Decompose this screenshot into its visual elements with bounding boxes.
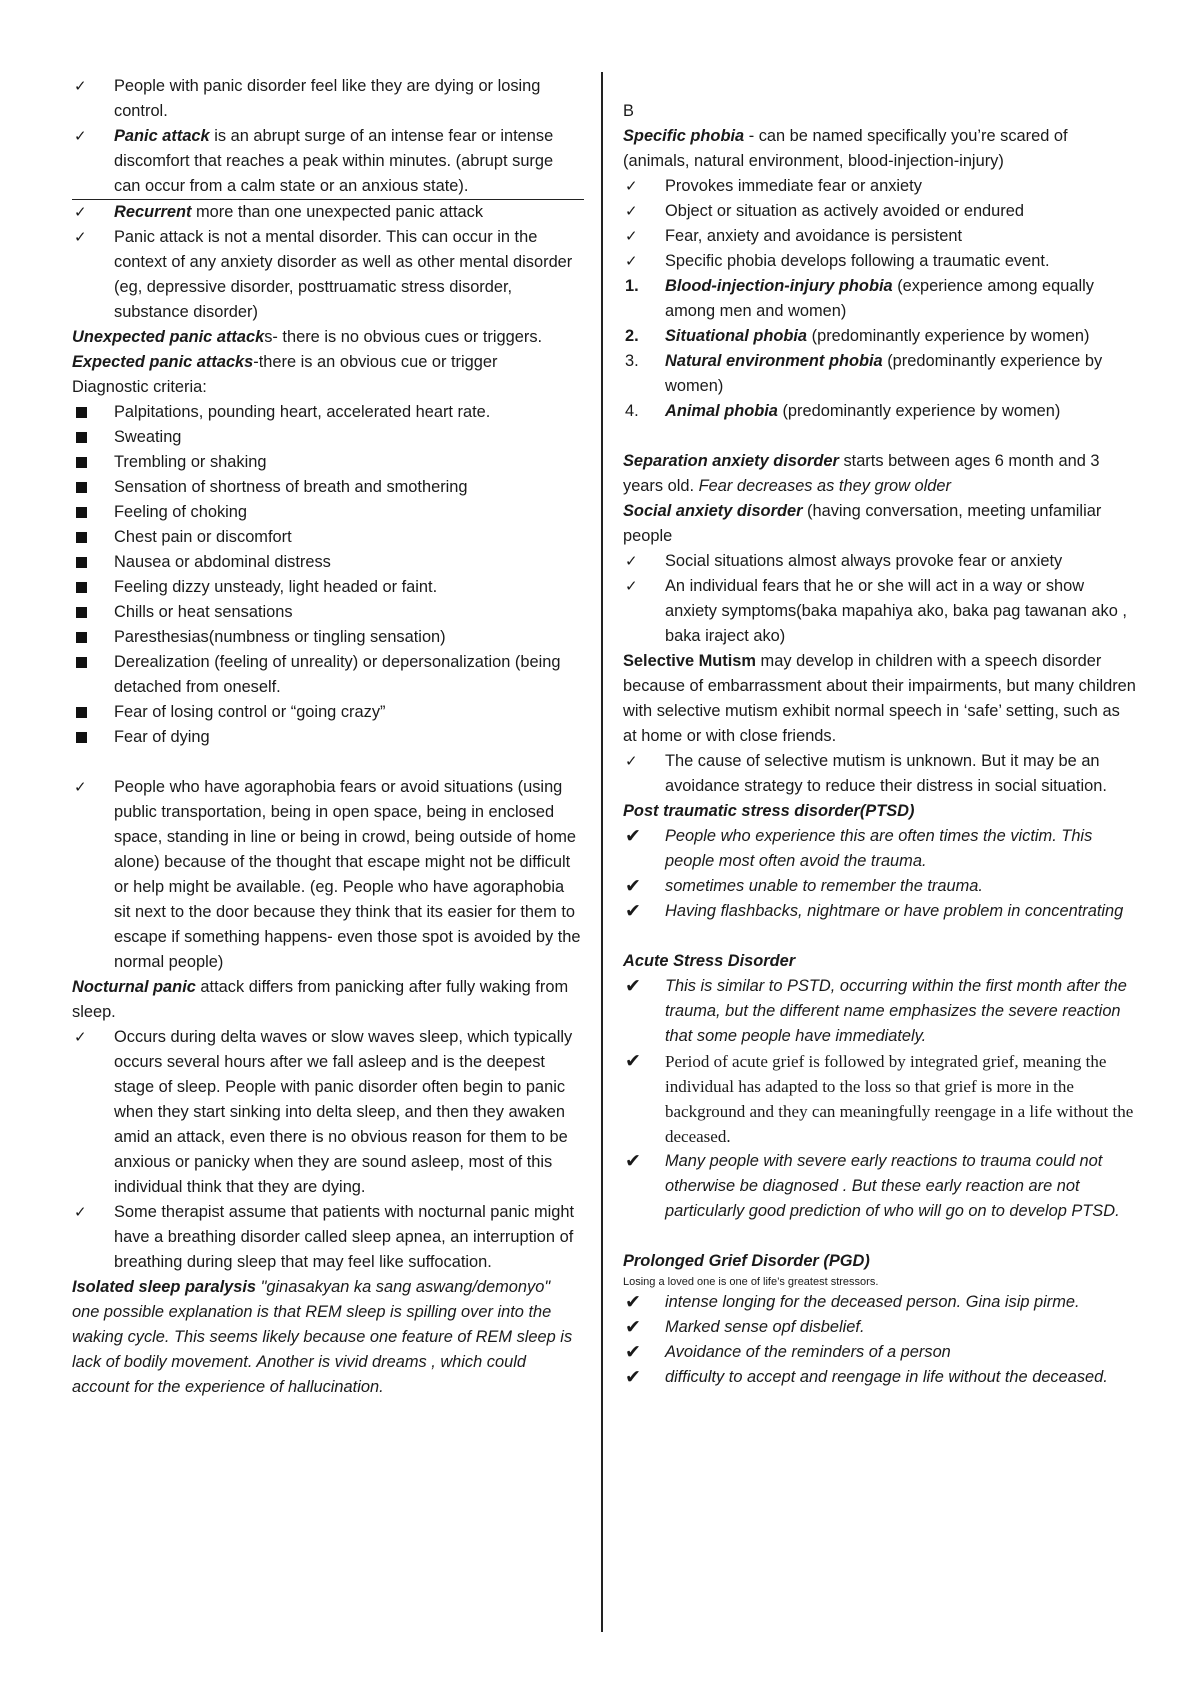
list-item: ✓ The cause of selective mutism is unknown. But it may be an avoidance strategy to reduce their distress in social situation.	[623, 749, 1138, 799]
paragraph: Nocturnal panic attack differs from panicking after fully waking from sleep.	[72, 978, 569, 1021]
list-item: Palpitations, pounding heart, accelerated heart rate.	[72, 400, 582, 425]
list-item: Sensation of shortness of breath and smothering	[72, 475, 582, 500]
check-icon: ✔	[625, 875, 641, 897]
check-icon: ✔	[625, 1050, 641, 1072]
square-bullet-icon	[74, 725, 104, 751]
paragraph: Expected panic attacks-there is an obvious cue or trigger	[72, 353, 498, 371]
list-item: ✓ People who have agoraphobia fears or avoid situations (using public transportation, being in open space, being in enclosed space, standing in line or being in crowd, being outside of home alone) because of the thought that escape might not be difficult or help might be available. (eg. People who have agoraphobia sit next to the door because they think that its easier for them to escape if something happens- even those spot is avoided by the normal people)	[72, 775, 582, 975]
numbered-item: 4. Animal phobia (predominantly experience by women)	[625, 402, 1061, 420]
left-column	[72, 74, 582, 1400]
list-item: ✓ People with panic disorder feel like they are dying or losing control.	[72, 74, 582, 124]
subtitle: Losing a loved one is one of life’s greatest stressors.	[623, 1276, 879, 1288]
list-item: ✔ Having flashbacks, nightmare or have problem in concentrating	[625, 900, 1124, 922]
list-item: ✓ Object or situation as actively avoided or endured	[623, 199, 1138, 224]
check-icon: ✔	[625, 1150, 641, 1172]
square-bullet-icon	[74, 550, 104, 576]
check-icon: ✓	[625, 227, 638, 245]
list-item: ✔ Period of acute grief is followed by integrated grief, meaning the individual has adapted to the loss so that grief is more in the background and they can meaningfully reengage in a life without the deceased.	[625, 1050, 1134, 1146]
square-bullet-icon	[74, 425, 104, 451]
list-item: Fear of dying	[72, 725, 582, 750]
check-icon: ✔	[625, 1291, 641, 1313]
paragraph: Unexpected panic attacks- there is no obvious cues or triggers.	[72, 328, 543, 346]
numbered-item: 3. Natural environment phobia (predominantly experience by women)	[625, 352, 1103, 395]
square-bullet-icon	[74, 475, 104, 501]
list-item: ✓ Occurs during delta waves or slow waves sleep, which typically occurs several hours after we fall asleep and is the deepest stage of sleep. People with panic disorder often begin to panic when they start sinking into delta sleep, and then they awaken amid an attack, even there is no obvious reason for them to be anxious or panicky when they are sound asleep, most of this individual think that they are dying.	[72, 1025, 582, 1200]
paragraph: Selective Mutism may develop in children with a speech disorder because of embarrassment about their impairments, but many children with selective mutism exhibit normal speech in ‘safe’ setting, such as at home or with close friends.	[623, 652, 1136, 745]
list-item: Paresthesias(numbness or tingling sensation)	[72, 625, 582, 650]
paragraph: Specific phobia - can be named specifically you’re scared of (animals, natural environment, blood-injection-injury)	[623, 127, 1068, 170]
square-bullet-icon	[74, 575, 104, 601]
list-item: ✔ sometimes unable to remember the trauma.	[625, 875, 983, 897]
check-icon: ✓	[625, 577, 638, 595]
column-divider	[601, 72, 603, 1632]
list-item: ✔ Avoidance of the reminders of a person	[625, 1341, 951, 1363]
list-item: ✓ Panic attack is an abrupt surge of an intense fear or intense discomfort that reaches a peak within minutes. (abrupt surge can occur from a calm state or an anxious state).	[72, 124, 582, 199]
check-icon: ✓	[74, 127, 87, 145]
list-item: ✓ Fear, anxiety and avoidance is persistent	[623, 224, 1138, 249]
section-letter: B	[623, 102, 634, 120]
list-item: Feeling dizzy unsteady, light headed or faint.	[72, 575, 582, 600]
list-item: ✔ This is similar to PSTD, occurring within the first month after the trauma, but the different name emphasizes the severe reaction that some people have immediately.	[625, 975, 1127, 1045]
list-item: ✓ Social situations almost always provoke fear or anxiety	[623, 549, 1138, 574]
check-icon: ✓	[74, 1203, 87, 1221]
check-icon: ✓	[625, 752, 638, 770]
section-heading: Prolonged Grief Disorder (PGD)	[623, 1252, 870, 1270]
right-column	[623, 74, 1138, 1390]
check-icon: ✔	[625, 1366, 641, 1388]
square-bullet-icon	[74, 500, 104, 526]
numbered-item: 1. Blood-injection-injury phobia (experience among equally among men and women)	[625, 277, 1095, 320]
paragraph: Social anxiety disorder (having conversation, meeting unfamiliar people	[623, 502, 1102, 545]
list-item: ✔ People who experience this are often times the victim. This people most often avoid the trauma.	[625, 825, 1093, 870]
paragraph: Isolated sleep paralysis "ginasakyan ka sang aswang/demonyo" one possible explanation is that REM sleep is spilling over into the waking cycle. This seems likely because one feature of REM sleep is lack of bodily movement. Another is vivid dreams , which could account for the experience of hallucination.	[72, 1278, 573, 1396]
list-item: Nausea or abdominal distress	[72, 550, 582, 575]
check-icon: ✔	[625, 1316, 641, 1338]
section-heading: Acute Stress Disorder	[623, 952, 796, 970]
check-icon: ✓	[625, 177, 638, 195]
check-icon: ✓	[625, 252, 638, 270]
list-item: ✓ Panic attack is not a mental disorder. This can occur in the context of any anxiety disorder as well as other mental disorder (eg, depressive disorder, posttruamatic stress disorder, substance disorder)	[72, 225, 582, 325]
check-icon: ✔	[625, 1341, 641, 1363]
check-icon: ✔	[625, 975, 641, 997]
check-icon: ✓	[74, 778, 87, 796]
check-icon: ✔	[625, 900, 641, 922]
term: Panic attack	[114, 127, 210, 145]
square-bullet-icon	[74, 600, 104, 626]
diagnostic-criteria-label: Diagnostic criteria:	[72, 378, 207, 396]
list-item: ✓ Provokes immediate fear or anxiety	[623, 174, 1138, 199]
list-item: Sweating	[72, 425, 582, 450]
square-bullet-icon	[74, 450, 104, 476]
criteria-list	[72, 400, 582, 750]
check-icon: ✓	[74, 228, 87, 246]
list-item: ✔ Marked sense opf disbelief.	[625, 1316, 865, 1338]
list-item: Feeling of choking	[72, 500, 582, 525]
list-item: ✓ Recurrent more than one unexpected panic attack	[72, 200, 582, 225]
list-item: ✔ difficulty to accept and reengage in life without the deceased.	[625, 1366, 1108, 1388]
list-item: Chest pain or discomfort	[72, 525, 582, 550]
square-bullet-icon	[74, 700, 104, 726]
list-item: ✓ Specific phobia develops following a traumatic event.	[623, 249, 1138, 274]
check-icon: ✓	[74, 1028, 87, 1046]
numbered-item: 2. Situational phobia (predominantly experience by women)	[625, 327, 1090, 345]
list-item: Trembling or shaking	[72, 450, 582, 475]
check-icon: ✓	[625, 202, 638, 220]
check-icon: ✔	[625, 825, 641, 847]
check-icon: ✓	[74, 203, 87, 221]
section-heading: Post traumatic stress disorder(PTSD)	[623, 802, 915, 820]
square-bullet-icon	[74, 650, 104, 676]
list-item: ✔ intense longing for the deceased person. Gina isip pirme.	[625, 1291, 1080, 1313]
term: Recurrent	[114, 203, 192, 221]
list-item: Derealization (feeling of unreality) or depersonalization (being detached from oneself.	[72, 650, 582, 700]
list-item: ✔ Many people with severe early reactions to trauma could not otherwise be diagnosed . But these early reaction are not particularly good prediction of who will go on to develop PTSD.	[625, 1150, 1120, 1220]
paragraph: Separation anxiety disorder starts between ages 6 month and 3 years old. Fear decreases as they grow older	[623, 452, 1100, 495]
check-icon: ✓	[625, 552, 638, 570]
list-item: Fear of losing control or “going crazy”	[72, 700, 582, 725]
square-bullet-icon	[74, 525, 104, 551]
list-item: ✓ Some therapist assume that patients with nocturnal panic might have a breathing disorder called sleep apnea, an interruption of breathing during sleep that may feel like suffocation.	[72, 1200, 582, 1275]
list-item: ✓ An individual fears that he or she will act in a way or show anxiety symptoms(baka mapahiya ako, baka pag tawanan ako , baka iraject ako)	[623, 574, 1138, 649]
check-icon: ✓	[74, 77, 87, 95]
list-item: Chills or heat sensations	[72, 600, 582, 625]
square-bullet-icon	[74, 625, 104, 651]
square-bullet-icon	[74, 400, 104, 426]
